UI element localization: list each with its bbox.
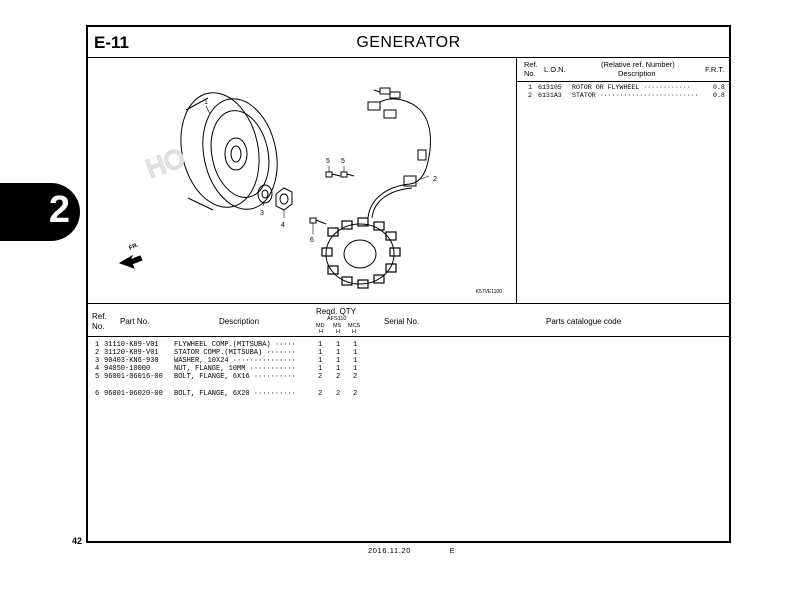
- reference-panel-header: [517, 58, 729, 82]
- stator-drawing: [322, 218, 400, 288]
- rp-header-ref: Ref.: [524, 60, 538, 69]
- catalogue-page-frame: [86, 25, 731, 543]
- pt-header-variant-sub-md: H: [319, 329, 323, 335]
- pt-header-no: No.: [92, 322, 105, 331]
- parts-table-body: [88, 341, 729, 398]
- callout-leaders: [206, 106, 429, 234]
- table-row: 1 31110-K89-V01 FLYWHEEL COMP.(MITSUBA) ····· 1 1 1: [95, 341, 358, 349]
- reference-panel: [517, 58, 729, 304]
- pt-header-reqd-qty: Reqd. QTY: [316, 307, 357, 316]
- chapter-number: 2: [48, 189, 70, 231]
- table-row: 2 31120-K89-V01 STATOR COMP.(MITSUBA) ······· 1 1 1: [95, 349, 358, 357]
- pt-header-variant-md: MD: [316, 323, 325, 329]
- pt-header-serial-no: Serial No.: [384, 317, 420, 326]
- table-row: 6 96001-06020-00 BOLT, FLANGE, 6X20 ·········· 2 2 2: [95, 390, 358, 398]
- pt-header-variant-ms: MS: [333, 323, 342, 329]
- direction-label: FR.: [128, 242, 140, 252]
- rp-header-desc-line1: (Relative ref. Number): [601, 60, 675, 69]
- callout-1: 1: [204, 99, 208, 106]
- list-item: 1 613105 ROTOR OR FLYWHEEL ············ 0.8: [528, 84, 725, 91]
- table-row: 5 96001-06016-00 BOLT, FLANGE, 6X16 ·········· 2 2 2: [95, 373, 358, 381]
- pt-header-description: Description: [219, 317, 260, 326]
- callout-6: 6: [310, 237, 314, 244]
- footer-date: 2016.11.20: [368, 546, 411, 555]
- front-direction-arrow: [120, 256, 142, 268]
- pt-header-variant-sub-mcs: H: [352, 329, 356, 335]
- rp-header-lon: L.O.N.: [544, 65, 566, 74]
- rp-header-no: No.: [524, 69, 536, 78]
- callout-3: 3: [260, 210, 264, 217]
- page-number: 42: [72, 536, 83, 546]
- wiring-harness-drawing: [368, 88, 430, 218]
- exploded-view-illustration: [88, 58, 517, 304]
- parts-table-header: [88, 304, 729, 337]
- callout-5b: 5: [341, 158, 345, 165]
- pt-header-variant-sub-ms: H: [336, 329, 340, 335]
- callout-4: 4: [281, 222, 285, 229]
- list-item: 2 6131A3 STATOR ························· 0.8: [528, 92, 725, 99]
- rp-header-desc-line2: Description: [618, 69, 656, 78]
- table-row: 3 90403-KN6-930 WASHER, 10X24 ··············· 1 1 1: [95, 357, 358, 365]
- callout-5a: 5: [326, 158, 330, 165]
- title-bar: [88, 27, 729, 58]
- pt-header-model: AFS110: [327, 316, 347, 322]
- rp-header-frt: F.R.T.: [705, 65, 725, 74]
- pt-header-variant-mcs: MCS: [348, 323, 361, 329]
- section-title: GENERATOR: [356, 34, 461, 51]
- table-row: 4 94050-10000 NUT, FLANGE, 10MM ··········· 1 1 1: [95, 365, 358, 373]
- page-footer: [368, 546, 491, 555]
- pt-header-ref: Ref.: [92, 312, 107, 321]
- reference-panel-rows: [517, 84, 729, 100]
- callout-2: 2: [433, 176, 437, 183]
- nut-drawing: [276, 188, 292, 210]
- footer-letter: E: [449, 546, 456, 555]
- illustration-code: K57VE1100: [475, 289, 502, 295]
- pt-header-part-no: Part No.: [120, 317, 150, 326]
- section-code: E-11: [94, 33, 129, 52]
- bolt-6-drawing: [310, 218, 326, 224]
- pt-header-catalogue-code: Parts catalogue code: [546, 317, 622, 326]
- generator-exploded-diagram: [88, 58, 517, 304]
- flywheel-drawing: [171, 85, 287, 216]
- svg-text:HO: HO: [141, 142, 189, 184]
- chapter-tab: [0, 183, 80, 241]
- bolt-5-drawing: [326, 172, 354, 177]
